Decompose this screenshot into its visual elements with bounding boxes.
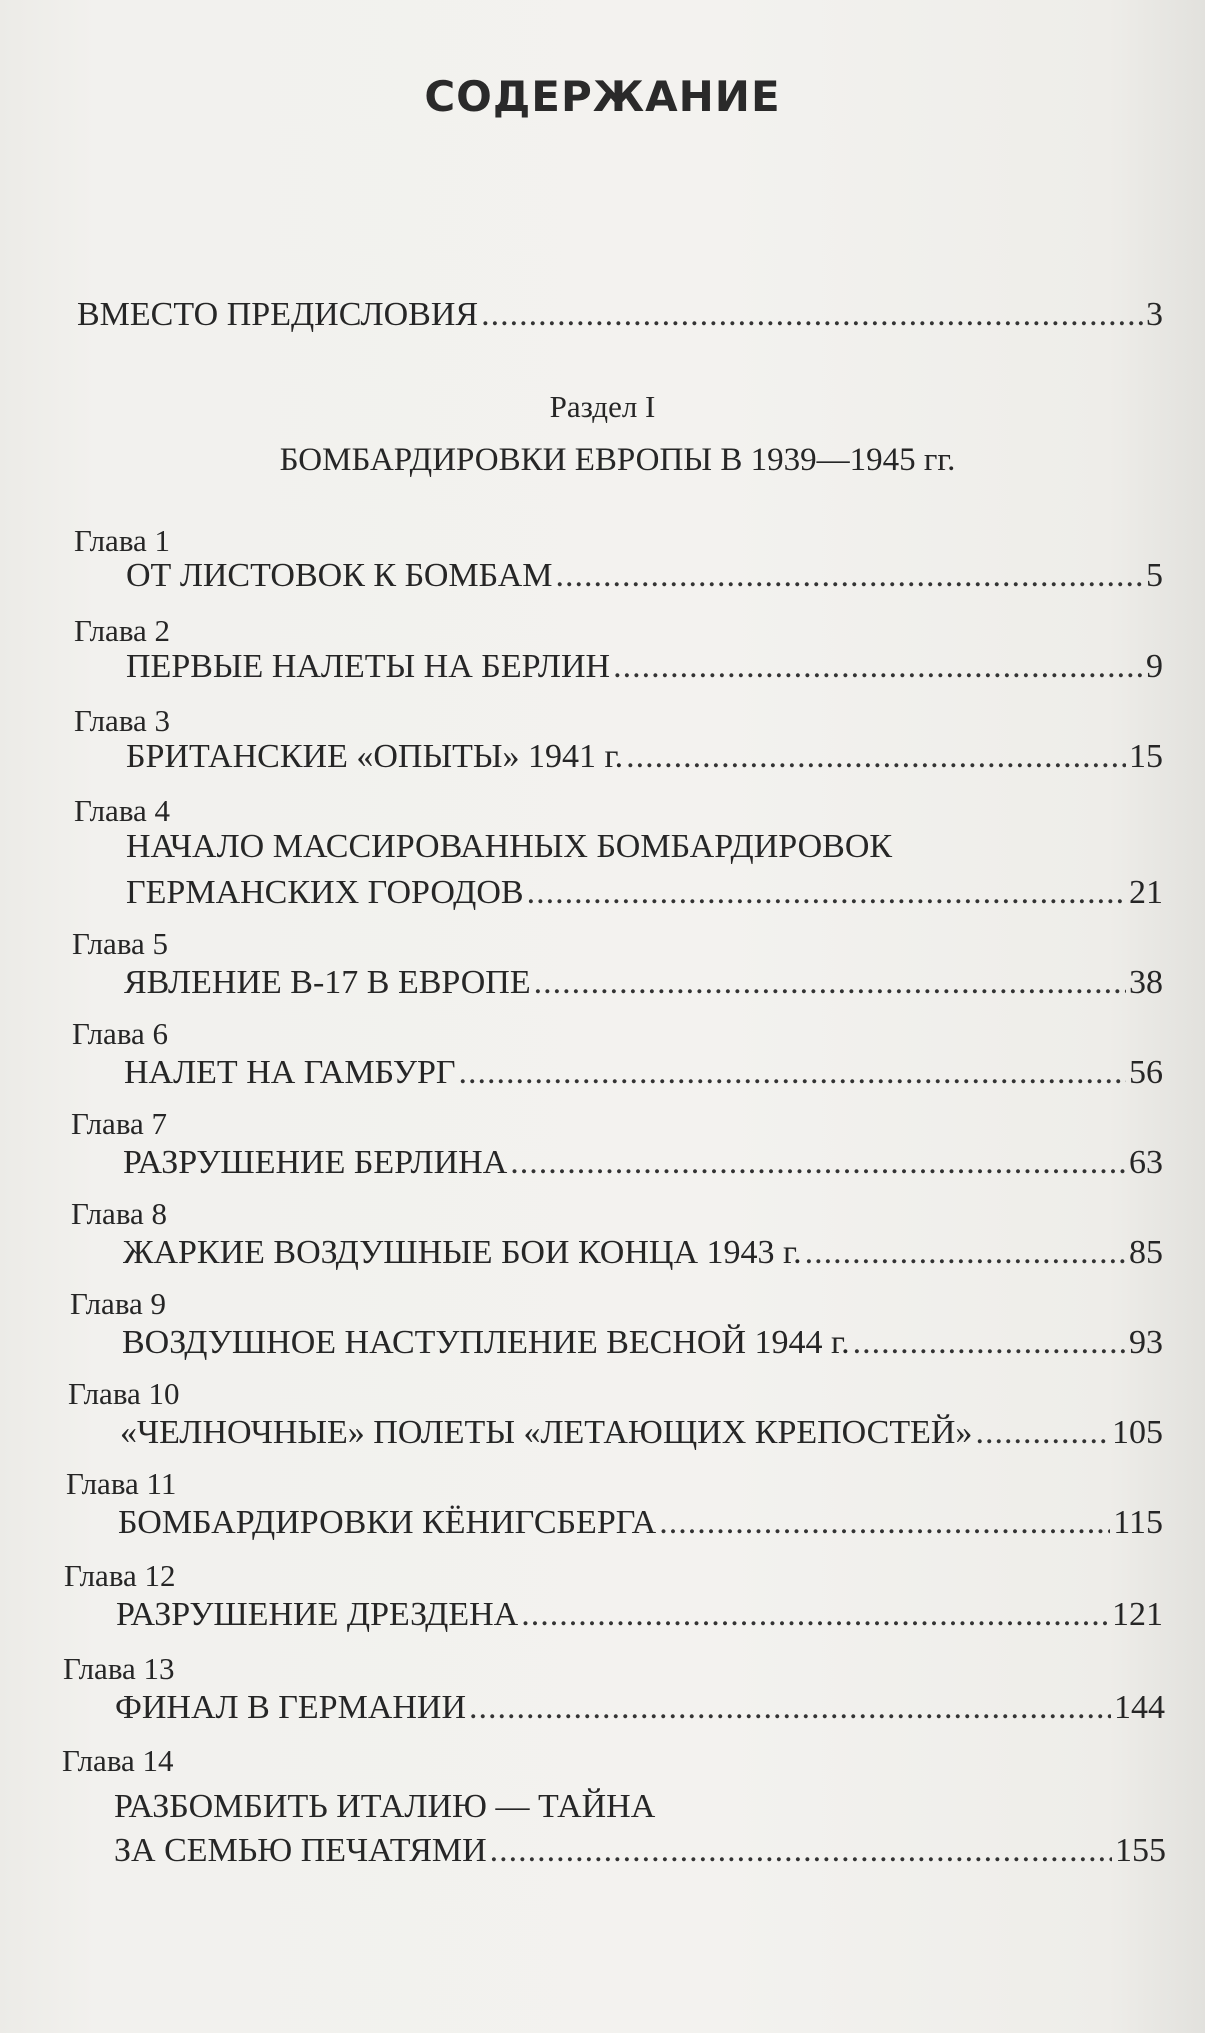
toc-page-number: 63 — [1129, 1144, 1163, 1181]
chapter-label: Глава 8 — [71, 1196, 168, 1231]
chapter-label: Глава 14 — [62, 1743, 174, 1778]
toc-page-number: 93 — [1129, 1324, 1163, 1361]
dot-leader — [626, 737, 1126, 777]
toc-page-number: 38 — [1129, 964, 1163, 1001]
toc-entry-title: ПЕРВЫЕ НАЛЕТЫ НА БЕРЛИН — [126, 648, 611, 685]
toc-entry — [126, 647, 1163, 687]
chapter-label: Глава 5 — [72, 926, 169, 961]
toc-entry-title: ФИНАЛ В ГЕРМАНИИ — [115, 1689, 467, 1726]
toc-page-number: 121 — [1112, 1596, 1163, 1633]
toc-entry-title-line: РАЗБОМБИТЬ ИТАЛИЮ — ТАЙНА — [114, 1788, 656, 1825]
toc-entry — [124, 1053, 1163, 1093]
dot-leader — [853, 1323, 1126, 1363]
chapter-label: Глава 12 — [64, 1558, 176, 1593]
toc-entry-title: ЗА СЕМЬЮ ПЕЧАТЯМИ — [114, 1832, 487, 1869]
toc-entry-title: РАЗРУШЕНИЕ ДРЕЗДЕНА — [116, 1596, 519, 1633]
toc-entry-title: ЯВЛЕНИЕ В-17 В ЕВРОПЕ — [124, 964, 531, 1001]
toc-entry — [123, 1143, 1163, 1183]
toc-page-number: 105 — [1112, 1414, 1163, 1451]
toc-entry-title: БРИТАНСКИЕ «ОПЫТЫ» 1941 г. — [126, 738, 624, 775]
toc-entry-title: «ЧЕЛНОЧНЫЕ» ПОЛЕТЫ «ЛЕТАЮЩИХ КРЕПОСТЕЙ» — [120, 1414, 973, 1451]
dot-leader — [534, 963, 1126, 1003]
toc-page-number: 3 — [1146, 296, 1163, 333]
toc-entry-title: БОМБАРДИРОВКИ КЁНИГСБЕРГА — [118, 1504, 657, 1541]
toc-entry — [118, 1503, 1163, 1543]
dot-leader — [469, 1688, 1111, 1728]
dot-leader — [805, 1233, 1126, 1273]
toc-entry — [123, 1233, 1163, 1273]
toc-entry-title: НАЛЕТ НА ГАМБУРГ — [124, 1054, 456, 1091]
dot-leader — [613, 647, 1143, 687]
dot-leader — [975, 1413, 1109, 1453]
chapter-label: Глава 9 — [70, 1286, 167, 1321]
toc-entry — [126, 873, 1163, 913]
dot-leader — [556, 556, 1143, 596]
toc-page-number: 144 — [1114, 1689, 1165, 1726]
toc-page-number: 56 — [1129, 1054, 1163, 1091]
chapter-label: Глава 3 — [74, 703, 171, 738]
toc-entry-title: ВОЗДУШНОЕ НАСТУПЛЕНИЕ ВЕСНОЙ 1944 г. — [122, 1324, 850, 1361]
toc-entry-title: РАЗРУШЕНИЕ БЕРЛИНА — [123, 1144, 508, 1181]
section-number: Раздел I — [549, 389, 656, 424]
chapter-label: Глава 6 — [72, 1016, 169, 1051]
toc-entry-intro — [77, 295, 1163, 335]
toc-entry — [120, 1413, 1163, 1453]
toc-page-number: 21 — [1129, 874, 1163, 911]
toc-entry-title: ЖАРКИЕ ВОЗДУШНЫЕ БОИ КОНЦА 1943 г. — [123, 1234, 802, 1271]
toc-page-number: 85 — [1129, 1234, 1163, 1271]
chapter-label: Глава 2 — [74, 613, 171, 648]
toc-entry-title: ОТ ЛИСТОВОК К БОМБАМ — [126, 557, 553, 594]
dot-leader — [659, 1503, 1110, 1543]
page-title: СОДЕРЖАНИЕ — [424, 72, 781, 121]
chapter-label: Глава 13 — [63, 1651, 175, 1686]
toc-entry — [122, 1323, 1163, 1363]
toc-entry — [115, 1688, 1165, 1728]
toc-page-number: 155 — [1115, 1832, 1166, 1869]
toc-page-number: 115 — [1113, 1504, 1163, 1541]
chapter-label: Глава 11 — [66, 1466, 177, 1501]
toc-page-number: 15 — [1129, 738, 1163, 775]
dot-leader — [521, 1595, 1109, 1635]
dot-leader — [510, 1143, 1126, 1183]
dot-leader — [527, 873, 1126, 913]
toc-entry — [116, 1595, 1163, 1635]
dot-leader — [490, 1831, 1112, 1871]
dot-leader — [459, 1053, 1126, 1093]
chapter-label: Глава 10 — [68, 1376, 180, 1411]
toc-entry — [124, 963, 1163, 1003]
toc-page-number: 9 — [1146, 648, 1163, 685]
section-name: БОМБАРДИРОВКИ ЕВРОПЫ В 1939—1945 гг. — [279, 442, 956, 478]
chapter-label: Глава 7 — [71, 1106, 168, 1141]
toc-entry — [114, 1831, 1166, 1871]
toc-entry — [126, 737, 1163, 777]
toc-entry — [126, 556, 1163, 596]
toc-entry-title: ГЕРМАНСКИХ ГОРОДОВ — [126, 874, 524, 911]
toc-entry-title-line: НАЧАЛО МАССИРОВАННЫХ БОМБАРДИРОВОК — [126, 828, 893, 865]
toc-page-number: 5 — [1146, 557, 1163, 594]
dot-leader — [481, 295, 1143, 335]
chapter-label: Глава 4 — [74, 793, 171, 828]
chapter-label: Глава 1 — [74, 523, 171, 558]
toc-entry-title: ВМЕСТО ПРЕДИСЛОВИЯ — [77, 296, 479, 333]
